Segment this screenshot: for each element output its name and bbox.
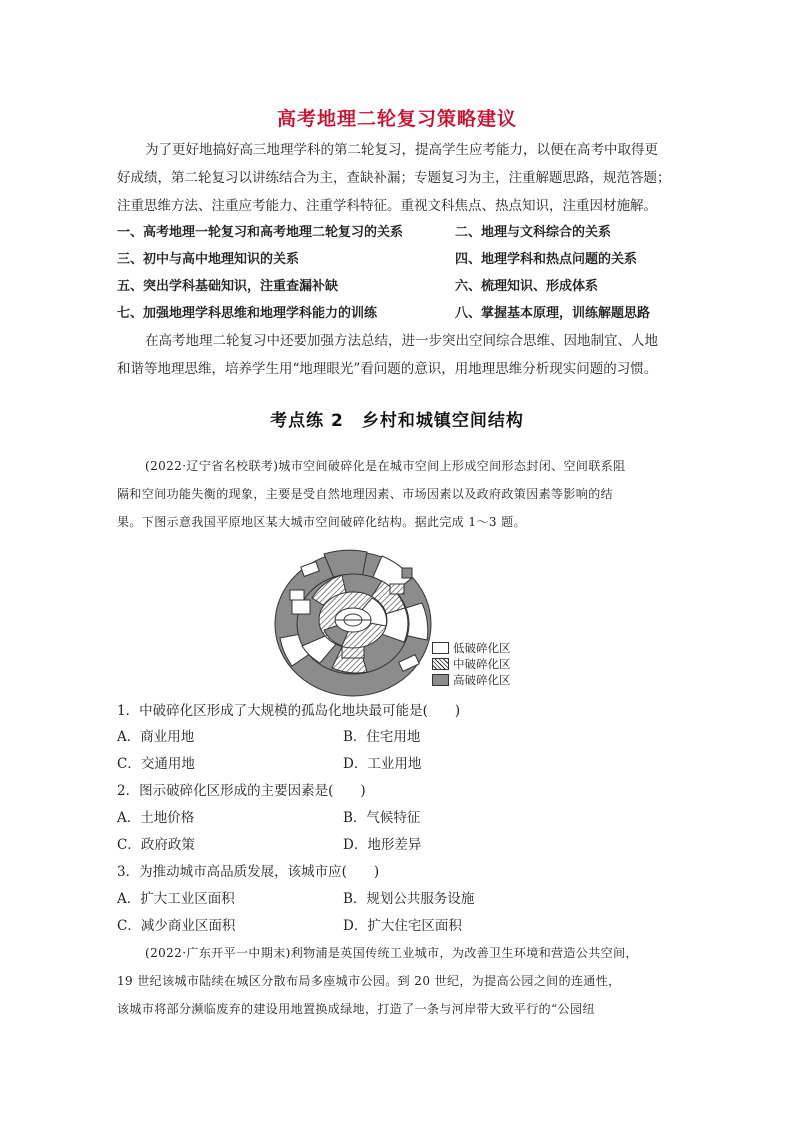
outro-line-1: 在高考地理二轮复习中还要加强方法总结，进一步突出空间综合思维、因地制宜、人地 bbox=[145, 333, 658, 349]
intro-line-3: 注重思维方法、注重应考能力、注重学科特征。重视文科焦点、热点知识，注重因材施解。 bbox=[117, 198, 657, 214]
q1-option-c: C．交通用地 bbox=[117, 756, 195, 772]
intro-line-2: 好成绩，第二轮复习以讲练结合为主，查缺补漏；专题复习为主，注重解题思路，规范答题； bbox=[117, 170, 671, 186]
point-1: 一、高考地理一轮复习和高考地理二轮复习的关系 bbox=[117, 225, 404, 240]
q3-option-a: A．扩大工业区面积 bbox=[117, 891, 235, 907]
legend-mid-label: 中破碎化区 bbox=[453, 657, 511, 671]
island-low-2 bbox=[290, 590, 304, 600]
q3-stem: 3．为推动城市高品质发展，该城市应( ) bbox=[117, 864, 380, 880]
point-7: 七、加强地理学科思维和地理学科能力的训练 bbox=[117, 306, 378, 321]
q1-stem: 1．中破碎化区形成了大规模的孤岛化地块最可能是( ) bbox=[117, 703, 461, 719]
section-title: 考点练 2 乡村和城镇空间结构 bbox=[270, 411, 524, 431]
legend-mid bbox=[432, 656, 511, 672]
legend-high-label: 高破碎化区 bbox=[453, 673, 511, 687]
point-4: 四、地理学科和热点问题的关系 bbox=[455, 252, 638, 267]
passage2-line-2: 19 世纪该城市陆续在城区分散布局多座城市公园。到 20 世纪，为提高公园之间的连通性， bbox=[117, 974, 621, 988]
q1-option-b: B．住宅用地 bbox=[343, 729, 421, 745]
passage2-line-1: (2022·广东开平一中期末)利物浦是英国传统工业城市，为改善卫生环境和营造公共空间， bbox=[145, 946, 638, 960]
city-fragmentation-diagram bbox=[272, 548, 434, 700]
island-mid-1 bbox=[390, 584, 404, 594]
q1-option-a: A．商业用地 bbox=[117, 729, 195, 745]
intro-line-1: 为了更好地搞好高三地理学科的第二轮复习，提高学生应考能力，以便在高考中取得更 bbox=[145, 142, 658, 158]
passage2-line-3: 该城市将部分濒临废弃的建设用地置换成绿地，打造了一条与河岸带大致平行的“公园纽 bbox=[117, 1002, 595, 1016]
page-title: 高考地理二轮复习策略建议 bbox=[276, 108, 517, 130]
q3-option-d: D．扩大住宅区面积 bbox=[343, 918, 462, 934]
legend-low-label: 低破碎化区 bbox=[453, 641, 511, 655]
q2-option-d: D．地形差异 bbox=[343, 837, 422, 853]
q2-option-c: C．政府政策 bbox=[117, 837, 195, 853]
passage1-line-2: 隔和空间功能失衡的现象，主要是受自然地理因素、市场因素以及政府政策因素等影响的结 bbox=[117, 487, 614, 501]
q2-option-a: A．土地价格 bbox=[117, 810, 195, 826]
point-5: 五、突出学科基础知识，注重查漏补缺 bbox=[117, 279, 339, 294]
legend-low bbox=[432, 640, 511, 656]
passage1-line-1: (2022·辽宁省名校联考)城市空间破碎化是在城市空间上形成空间形态封闭、空间联系阻 bbox=[145, 459, 626, 473]
passage1-line-3: 果。下图示意我国平原地区某大城市空间破碎化结构。据此完成 1～3 题。 bbox=[117, 515, 526, 529]
island-high-1 bbox=[402, 568, 412, 578]
q3-option-b: B．规划公共服务设施 bbox=[343, 891, 475, 907]
island-low-4 bbox=[292, 600, 310, 614]
point-6: 六、梳理知识、形成体系 bbox=[455, 279, 599, 294]
q2-option-b: B．气候特征 bbox=[343, 810, 421, 826]
legend-mid-swatch bbox=[432, 658, 449, 670]
point-8: 八、掌握基本原理，训练解题思路 bbox=[455, 306, 651, 321]
legend-low-swatch bbox=[432, 642, 449, 654]
q2-stem: 2．图示破碎化区形成的主要因素是( ) bbox=[117, 783, 366, 799]
legend-high-swatch bbox=[432, 674, 449, 686]
q3-option-c: C．减少商业区面积 bbox=[117, 918, 236, 934]
outro-line-2: 和谐等地理思维，培养学生用“地理眼光”看问题的意识，用地理思维分析现实问题的习惯。 bbox=[117, 361, 658, 377]
legend-high bbox=[432, 672, 511, 688]
q1-option-d: D．工业用地 bbox=[343, 756, 422, 772]
point-2: 二、地理与文科综合的关系 bbox=[455, 225, 612, 240]
point-3: 三、初中与高中地理知识的关系 bbox=[117, 252, 300, 267]
